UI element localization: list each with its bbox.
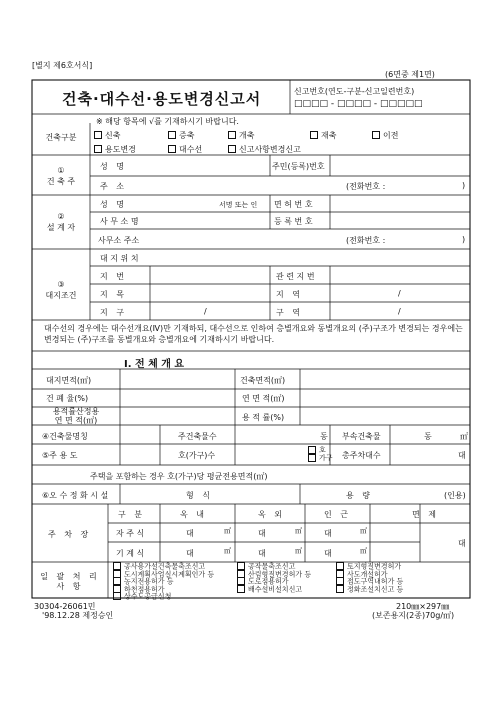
parking-label: 주 차 장 (48, 530, 92, 539)
footer-size: 210㎜×297㎜ (396, 602, 450, 611)
households-label: 호(가구)수 (178, 451, 216, 460)
designer-license-label: 면 허 번 호 (274, 200, 313, 209)
site-category-label: 지 목 (100, 290, 127, 299)
bulk-item[interactable]: 도로점용허가 (237, 578, 289, 586)
sewage-capacity-label: 용 량 (346, 491, 373, 500)
annex-label: 부속건축물 (342, 432, 381, 441)
far-area-field-label: 용적률산정용 연 면 적(㎡) (52, 407, 100, 425)
site-area-label: 구 역 (276, 308, 303, 317)
bulk-item[interactable]: 상수도공급신청 (113, 593, 171, 601)
bulk-item[interactable]: 공작물축조신고 (237, 563, 295, 571)
parking-mech-nearby-unit: 대 (324, 549, 332, 558)
ho-gagu-options[interactable]: 호 가구 (308, 446, 333, 462)
repair-note: 대수선의 경우에는 대수선개요(Ⅳ)만 기재하되, 대수선으로 인하여 층별개요와 동별개요의 (주)구조가 변경되는 경우에는 변경되는 (주)구조를 동별개요와 층별개요에 기재하시기 바랍니다. (44, 324, 463, 344)
parking-self-nearby-sqm: ㎡ (360, 527, 367, 535)
parking-mech-indoor-unit: 대 (186, 549, 194, 558)
checkbox-icon (94, 145, 102, 153)
parking-col-indoor: 옥 내 (180, 510, 207, 519)
checkbox-icon (310, 131, 318, 139)
site-location-label: 대 지 위 치 (100, 254, 139, 263)
parking-col-exempt: 면 제 (412, 510, 439, 519)
overview-heading: Ⅰ. 전 체 개 요 (124, 359, 185, 370)
bulk-processing-label: 일 괄 처 리 사 항 (40, 572, 100, 591)
parking-mech-nearby-sqm: ㎡ (360, 547, 367, 555)
building-area-field-label: 건축면적(㎡) (240, 376, 286, 385)
type-option-reconstruct[interactable]: 재축 (310, 130, 336, 141)
checkbox-icon (372, 131, 380, 139)
parking-self-nearby-unit: 대 (324, 529, 332, 538)
type-option-new[interactable]: 신축 (94, 130, 120, 141)
main-building-dong-unit: 동 (320, 432, 328, 441)
bulk-item[interactable]: 산림형질변경허가 등 (237, 571, 311, 579)
site-area-field-label: 대지면적(㎡) (46, 376, 92, 385)
parking-self-outdoor-sqm: ㎡ (295, 527, 302, 535)
footer-approval: '98.12.28 제정승인 (42, 611, 114, 620)
bulk-item[interactable]: 정화조설치신고 등 (336, 586, 403, 594)
type-option-relocate[interactable]: 이전 (372, 130, 398, 141)
designer-sign-label: 서명 또는 인 (219, 201, 258, 209)
report-number-label: 신고번호(연도-구분-신고일련번호) (294, 87, 415, 96)
site-district-label: 지 구 (100, 308, 127, 317)
site-district-slash: / (204, 307, 207, 316)
owner-phone-close: ) (462, 181, 466, 190)
type-option-rebuild[interactable]: 개축 (228, 130, 254, 141)
checkbox-icon (168, 145, 176, 153)
designer-phone-label: (전화번호 : (346, 236, 386, 245)
parking-mech-outdoor-sqm: ㎡ (295, 547, 302, 555)
floor-area-field-label: 연 면 적(㎡) (242, 394, 285, 403)
site-section-label: ③ 대지조건 (45, 280, 77, 300)
form-title: 건축·대수선·용도변경신고서 (62, 90, 262, 108)
checkbox-icon (113, 592, 121, 600)
site-lot-label: 지 번 (100, 272, 127, 281)
checkbox-icon (336, 585, 344, 593)
bulk-item[interactable]: 접도구역내허가 등 (336, 578, 403, 586)
bulk-item[interactable]: 배수설비설치신고 (237, 586, 302, 594)
owner-address-label: 주 소 (100, 182, 127, 191)
designer-reg-label: 등 록 번 호 (274, 217, 313, 226)
site-related-lot-label: 관 련 지 번 (276, 272, 315, 281)
designer-section-label: ② 설 계 자 (46, 212, 76, 232)
parking-total-label: 총주차대수 (342, 451, 381, 460)
checkbox-icon (228, 145, 236, 153)
instruction-text: ※ 해당 항목에 √를 기재하시기 바랍니다. (96, 117, 239, 126)
checkbox-icon (308, 446, 316, 454)
parking-self-outdoor-unit: 대 (258, 529, 266, 538)
checkbox-icon (94, 131, 102, 139)
sewage-type-label: 형 식 (186, 491, 213, 500)
type-option-major-repair[interactable]: 대수선 (168, 144, 202, 155)
owner-section-label: ① 건 축 주 (46, 166, 76, 186)
site-area-slash: / (398, 307, 401, 316)
owner-name-label: 성 명 (100, 162, 127, 171)
parking-self-indoor-unit: 대 (186, 529, 194, 538)
bulk-item[interactable]: 공사용가설건축물축조신고 (113, 563, 205, 571)
owner-id-label: 주민(등록)번호 (272, 162, 325, 171)
owner-phone-label: (전화번호 : (346, 182, 386, 191)
checkbox-icon (308, 454, 316, 462)
parking-total-unit: 대 (458, 451, 466, 460)
main-use-label: ⑤주 용 도 (42, 451, 78, 460)
main-building-count-label: 주건축물수 (178, 432, 217, 441)
building-type-label: 건축구분 (45, 133, 77, 142)
checkbox-icon (168, 131, 176, 139)
checkbox-icon (237, 585, 245, 593)
parking-mech-label: 기 계 식 (116, 549, 145, 558)
parking-col-kind: 구 분 (118, 510, 145, 519)
parking-self-indoor-sqm: ㎡ (224, 527, 231, 535)
site-zone-slash: / (398, 289, 401, 298)
bulk-item[interactable]: 도시계획사업실시계획인가 등 (113, 571, 214, 579)
checkbox-icon (228, 131, 236, 139)
site-zone-label: 지 역 (276, 290, 303, 299)
main-building-label: ④건축물명칭 (42, 432, 88, 441)
footer-paper: (보존용지(2종)70g/㎡) (372, 611, 455, 620)
bulk-items (113, 563, 469, 601)
bulk-item[interactable]: 토지형질변경허가 (336, 563, 401, 571)
bulk-item[interactable]: 사도개설허가 (336, 571, 388, 579)
type-option-extension[interactable]: 증축 (168, 130, 194, 141)
bulk-item[interactable]: 하천점용허가 (113, 586, 165, 594)
parking-col-nearby: 인 근 (324, 510, 351, 519)
parking-mech-indoor-sqm: ㎡ (224, 547, 231, 555)
designer-office-addr-label: 사무소 주소 (98, 236, 140, 245)
designer-office-label: 사 무 소 명 (100, 217, 139, 226)
parking-mech-outdoor-unit: 대 (258, 549, 266, 558)
sewage-label: ⑥오 수 정 화 시 설 (42, 491, 109, 500)
type-option-change-report[interactable]: 신고사항변경신고 (228, 144, 301, 155)
coverage-field-label: 건 폐 율(%) (46, 394, 89, 403)
type-option-use-change[interactable]: 용도변경 (94, 144, 136, 155)
parking-self-label: 자 주 식 (116, 529, 145, 538)
far-field-label: 용 적 률(%) (242, 413, 285, 422)
parking-col-outdoor: 옥 외 (258, 510, 285, 519)
annex-sqm-unit: ㎡ (460, 432, 468, 441)
parking-exempt-unit: 대 (458, 539, 466, 548)
avg-area-label: 주택을 포함하는 경우 호(가구)당 평균전용면적(㎡) (90, 472, 268, 481)
form-number: [별지 제6호서식] (32, 61, 93, 70)
bulk-item[interactable]: 농지전용허가 등 (113, 578, 174, 586)
designer-phone-close: ) (462, 235, 466, 244)
footer-code: 30304-26061민 (34, 602, 96, 611)
report-number-boxes[interactable]: □□□□ - □□□□ - □□□□□ (294, 99, 423, 109)
annex-dong-unit: 동 (424, 432, 432, 441)
sewage-persons-unit: (인용) (444, 491, 466, 500)
page-info: (6면중 제1면) (385, 70, 435, 79)
designer-name-label: 성 명 (100, 200, 127, 209)
